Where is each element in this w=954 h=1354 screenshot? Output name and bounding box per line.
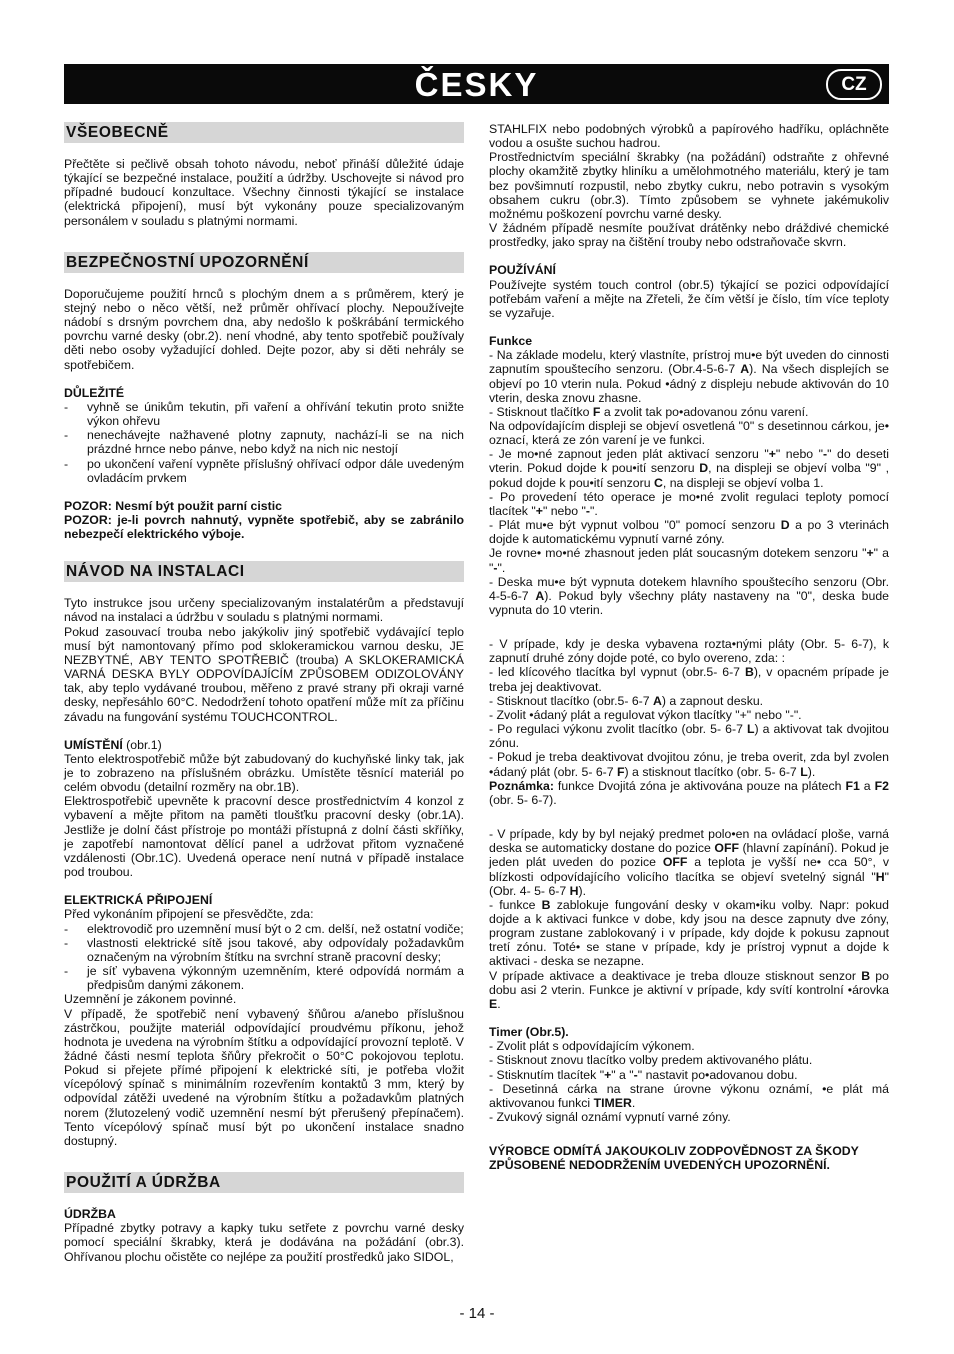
section-heading-general: VŠEOBECNĚ [64,122,464,143]
function-text: - Po provedení této operace je mo•né zvolit regulaci teploty pomocí tlacítek "+" nebo "-". [489,489,889,518]
installation-paragraph-2: Pokud zasouvací trouba nebo jakýkoliv jiný spotřebič vydávající teplo musí být namontovaný přímo pod sklokeramickou varnou desku, JE NEZBYTNÉ, ABY TENTO SPOTŘEBIČ (trouba) A SKLOKERAMICKÁ VARNÁ DESKA BYLY ODPOVÍDAJÍCÍM ZPŮSOBEM ODIZOLOVÁNY tak, aby teplo vydávané troubou, měřeno z pravé strany při okraji varné desky, nepřesáhlo 60°C. Nedodržení tohoto opatření může mít za příčinu závadu na fungování systému TOUCHCONTROL. [64,624,464,724]
placement-paragraph-1: Tento elektrospotřebič může být zabudovaný do kuchyňské linky tak, jak je to zobrazeno na příslušném obrázku. Umístěte těsnící materiál po celém obvodu (detailní rozměry na obr.1B). [64,751,464,795]
functions-heading: Funkce [489,334,533,349]
timer-step: - Desetinná cárka na strane úrovne výkonu oznámí, •e plát má aktivovanou funkci TIMER. [489,1081,889,1110]
dual-zone-text: - Stisknout tlacítko (obr.5- 6-7 A) a zapnout desku. [489,693,764,708]
function-text: Na odpovídajícím displeji se objeví osvetlená "0" s desetinnou cárkou, je• oznací, která ze zón varení je ve funkci. [489,418,889,448]
right-column [489,122,889,1172]
page-number: - 14 - [459,1305,495,1322]
list-item: - nenechávejte nažhavené plotny zapnuty, nachází-li se na nich prázdné hrnce nebo pánve, nebo když na nich nic nestojí [64,428,464,457]
language-badge: CZ [826,69,882,100]
function-text: - Je mo•né zapnout jeden plát aktivací senzoru "+" nebo "-" do deseti vterin. Pokud dojde k pou•ití senzoru D, na displeji se objeví volba "9" , pokud dojde k pou•ití senzoru C, na displeji se objeví volba 1. [489,447,889,490]
electrical-paragraph: V případě, že spotřebič není vybavený šňůrou a/anebo příslušnou zástrčkou, použijte materiál odpovídající proudvému příkonu, jehož hodnota je uvedena na výrobním štítku a odpovídající provozní teplotě. V žádné části nesmí teplota šňůry překročit o 50°C pokojovou teplotu. Pokud si přejete přímé připojení k elektrické síti, je potřeba vložit vícepólový spínač s minimálním rozevřením kontaktů 3 mm, který by odpovídal zátěži uvedené na výrobním štítku a požadavkům platných norem (žlutozelený vodič uzemnění nesmí být přerušený přepínačem). Tento vícepólový spínač musí být po ukončení instalace snadno dostupný. [64,1006,464,1148]
function-text: - Na základe modelu, který vlastníte, prístroj mu•e být uveden do cinnosti zapnutím spouštecího senzoru. (Obr.4-5-6-7 A). Na všech displejích se objeví po 10 vterin nula. Pokud •ádný z displeju nebude aktivován do 10 vterin, deska znovu zhasne. [489,348,889,405]
electrical-heading: ELEKTRICKÁ PŘIPOJENÍ [64,893,213,908]
dual-zone-text: - led klícového tlacítka byl vypnut (obr.5- 6-7 B), v opacném prípade je treba jej deaktivovat. [489,665,889,694]
section-heading-safety: BEZPEČNOSTNÍ UPOZORNĚNÍ [64,252,464,273]
dual-zone-note: Poznámka: funkce Dvojitá zóna je aktivována pouze na plátech F1 a F2 (obr. 5- 6-7). [489,778,889,807]
lock-function-text: - funkce B zablokuje fungování desky v okam•iku volby. Napr: pokud dojde a k aktivaci funkce v dobe, kdy jsou na desce zapnuty dve zóny, program zustane zablokovaný i v prípade, kdy dojde k pokusu zapnout tretí zónu. Toté• se stane v prípade, kdy je prístroj vypnut a dojde k aktivaci - deska se nezapne. [489,897,889,969]
placement-heading: UMÍSTĚNÍ (obr.1) [64,737,162,752]
cleaning-paragraph-2: Prostřednictvím speciální škrabky (na požádání) odstraňte z ohřevné plochy okamžitě zbytky hliníku a umělohmotného materiálu, který je tam bez povšimnutí rozpustil, nebo zbytky cukru, nebo potravin s vysokým obsahem cukru (obr.3). Tímto způsobem se vyhnete jakémukoliv možnému poškození povrchu varné desky. [489,150,889,221]
list-item: - elektrovodič pro uzemnění musí být o 2 cm. delší, než ostatní vodiče; [64,921,464,936]
function-text: - Plát mu•e být vypnut volbou "0" pomocí senzoru D a po 3 vterinách dojde k automatickému vypnutí varné zóny. [489,518,889,547]
dual-zone-text: - Pokud je treba deaktivovat dvojitou zónu, je treba overit, zda byl zvolen •ádaný plát (obr. 5- 6-7 F) a stisknout tlacítko (obr. 5- 6-7 L). [489,750,889,779]
timer-step: - Zvolit plát s odpovídajícím výkonem. [489,1039,695,1054]
important-heading: DŮLEŽITÉ [64,385,125,400]
list-item: - je síť vybavena výkonným uzemněním, které odpovídá normám a předpisům danými zákonem. [64,964,464,993]
timer-heading: Timer (Obr.5). [489,1025,569,1040]
usage-heading: POUŽÍVÁNÍ [489,263,556,278]
header-banner [64,64,889,104]
function-text: - Deska mu•e být vypnuta dotekem hlavního spouštecího senzoru (Obr. 4-5-6-7 A). Pokud byly všechny pláty nastaveny na "0", deska bude vypnuta do 10 vterin. [489,574,889,617]
earthing-note: Uzemnění je zákonem povinné. [64,992,237,1007]
maintenance-paragraph: Případné zbytky potravy a kapky tuku setřete z povrchu varné desky pomocí speciální škrabky, která je dodávána na požádání (obr.3). Ohřívanou plochu očistěte co nejlépe za použití prostředků jako SIDOL, [64,1221,464,1264]
section-heading-use-maintenance: POUŽITÍ A ÚDRŽBA [64,1172,464,1193]
list-item: - vyhně se únikům tekutin, při vaření a ohřívání tekutin proto snižte výkon ohřevu [64,399,464,429]
cleaning-paragraph-1: STAHLFIX nebo podobných výrobků a papírového hadříku, opláchněte vodou a osušte suchou hadrou. [489,122,889,151]
dual-zone-text: - Zvolit •ádaný plát a regulovat výkon tlacítky "+" nebo "-". [489,707,802,722]
timer-step: - Stisknutím tlacítek "+" a "-" nastavit po•adovanou dobu. [489,1067,798,1082]
function-text: - Stisknout tlačítko F a zvolit tak po•adovanou zónu varení. [489,404,809,419]
left-column [64,122,464,1264]
general-paragraph: Přečtěte si pečlivě obsah tohoto návodu, neboť přináší důležité údaje týkající se bezpečné instalace, použití a údržby. Uschovejte si návod pro případné budoucí konzultace. Všechny činnosti týkající se instalace (elektrická připojení), musí být vykonány pouze specializovaným personálem v souladu s platnými normami. [64,157,464,228]
list-item: - po ukončení vaření vypněte příslušný ohřívací odpor dále uvedeným ovladácím prvkem [64,456,464,485]
disclaimer: VÝROBCE ODMÍTÁ JAKOUKOLIV ZODPOVĚDNOST ZA ŠKODY ZPŮSOBENÉ NEDODRŽENÍM UVEDENÝCH UPOZORNĚNÍ. [489,1144,859,1173]
lock-function-text: V prípade aktivace a deaktivace je treba dlouze stisknout senzor B po dobu asi 2 vterin. Funkce je aktivní v prípade, kdy svítí kontrolní •árovka E. [489,968,889,1011]
warning-cracked: POZOR: je-li povrch nahnutý, vypněte spotřebič, aby se zabránilo nebezpečí elektrického výboje. [64,512,464,542]
usage-paragraph: Používejte systém touch control (obr.5) týkající se pozici odpovídající potřebám vaření a mějte na Zřeteli, že čím větší je číslo, tím více teploty se vyzařuje. [489,277,889,320]
page-title: ČESKY [414,66,539,103]
dual-zone-text: - Po regulaci výkonu zvolit tlacítko (obr. 5- 6-7 L) a aktivovat tak dvojitou zónu. [489,722,889,751]
electrical-intro: Před vykonáním připojení se přesvědčte, zda: [64,907,314,922]
safety-paragraph: Doporučujeme použití hrnců s plochým dnem a s průměrem, který je stejný nebo o něco větší, než průměr ohřívací plochy. Nepoužívejte nádobí s drsným povrchem dna, aby nedošlo k poškrábání termického povrchu varné desky (obr.2). není vhodné, aby tento spotřebič používaly děti nebo osoby vyžadující dohled. Dejte pozor, aby si děti nehrály se spotřebičem. [64,286,464,372]
section-heading-installation: NÁVOD NA INSTALACI [64,561,464,582]
safety-off-text: - V prípade, kdy by byl nejaký predmet polo•en na ovládací ploše, varná deska se automaticky dostane do pozice OFF (hlavní zapínání). Pokud je jeden plát uveden do pozice OFF a teplota je vyšší ne• cca 50°, v blízkosti odpovídajícího volicího tlacítka se objeví svetelný signál "H" (Obr. 4- 5- 6-7 H). [489,827,889,898]
warning-steam: POZOR: Nesmí být použit parní cistic [64,498,282,513]
list-item: - vlastnosti elektrické sítě jsou takové, aby odpovídaly požadavkům označeným na výrobním štítku na svrchní straně pracovní desky; [64,935,464,964]
placement-paragraph-2: Elektrospotřebič upevněte k pracovní desce prostřednictvím 4 konzol z vybavení a mějte přitom na paměti tloušťku pracovní desky (obr.1A). Jestliže je dolní část přístroje po montáži přístupná z dolní části skříňky, je zapotřebí namontovat dělící panel a udržovat přitom vyznačené vzdálenosti (Obr.1C). Uvedená operace není nutná v případě instalace pod troubou. [64,794,464,880]
maintenance-heading: ÚDRŽBA [64,1207,116,1222]
installation-paragraph-1: Tyto instrukce jsou určeny specializovaným instalatérům a představují návod na instalaci a údržbu v souladu s platnými normami. [64,596,464,625]
dual-zone-text: - V prípade, kdy je deska vybavena roztа•nými pláty (Obr. 5- 6-7), k zapnutí druhé zóny dojde poté, co bylo overeno, zda: : [489,637,889,666]
timer-step: - Zvukový signál oznámí vypnutí varné zóny. [489,1110,731,1124]
cleaning-paragraph-3: V žádném případě nesmíte používat drátěnky nebo dráždivé chemické prostředky, jako spray na čištění trouby nebo odstraňovače skvrn. [489,221,889,250]
timer-step: - Stisknout znovu tlacítko volby predem aktivovaného plátu. [489,1053,813,1068]
function-text: Je rovne• mo•né zhasnout jeden plát soucasným dotekem senzoru "+" a "-". [489,546,889,575]
